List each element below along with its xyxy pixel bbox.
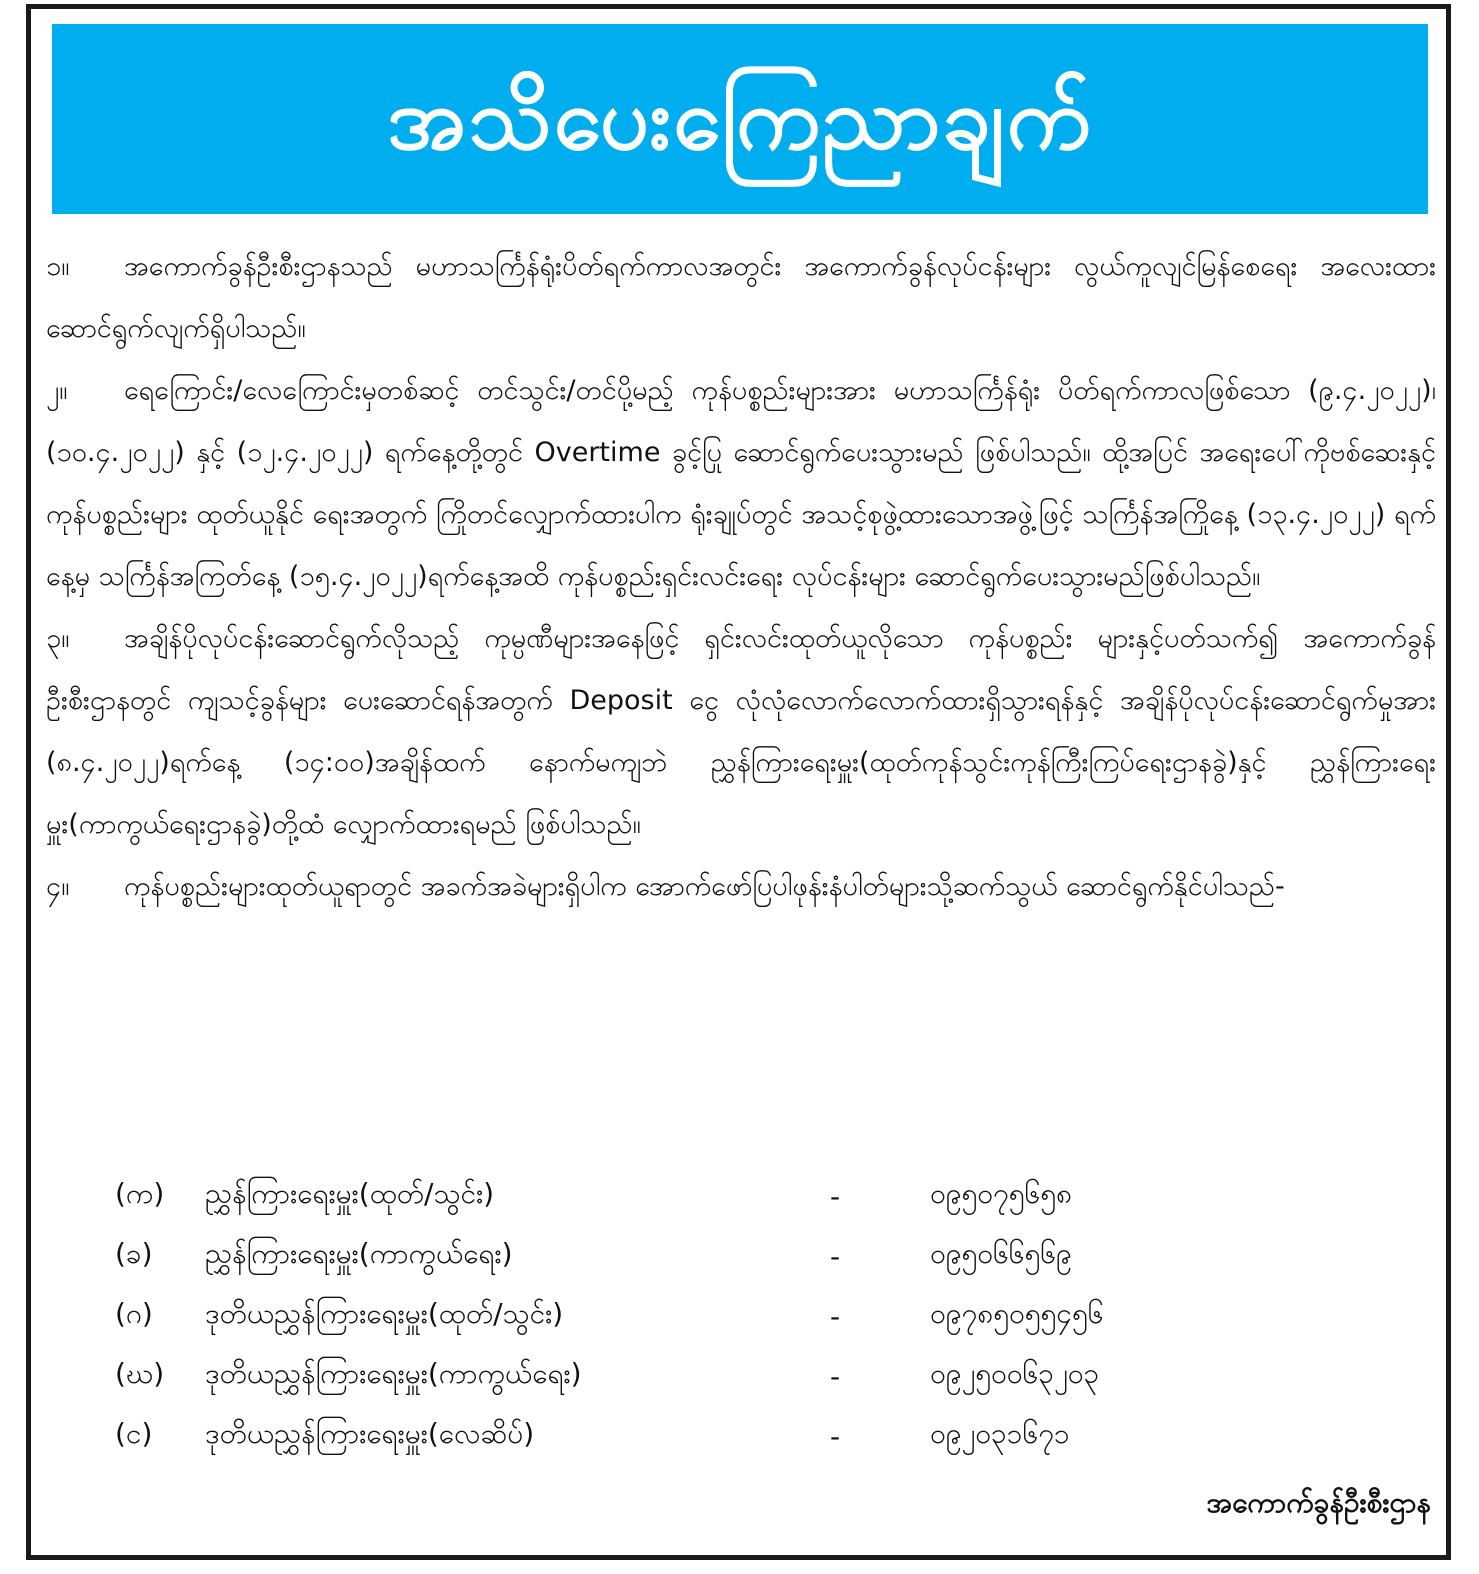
contact-title: ညွှန်ကြားရေးမှူး(ကာကွယ်ရေး): [205, 1237, 513, 1270]
paragraph-text: ကုန်ပစ္စည်းများထုတ်ယူရာတွင် အခက်အခဲများရှိပါက အောက်ဖော်ပြပါဖုန်းနံပါတ်များသို့ဆက်သွယ် ဆောင်ရွက်နိုင်ပါသည်-: [124, 871, 1285, 902]
contact-dash: -: [830, 1359, 841, 1393]
paragraph-3: [46, 608, 1436, 856]
contact-phone: ၀၉၇၈၅၀၅၅၄၅၆: [930, 1297, 1104, 1330]
title-banner: [52, 24, 1428, 214]
paragraph-number: ၁။: [46, 251, 70, 282]
contact-title: ဒုတိယညွှန်ကြားရေးမှူး(လေဆိပ်): [205, 1417, 535, 1450]
contact-phone: ၀၉၅၀၆၆၅၆၉: [930, 1237, 1072, 1270]
contact-label: (င): [115, 1417, 153, 1450]
contact-row: [115, 1406, 1315, 1466]
contact-row: [115, 1286, 1315, 1346]
paragraph-number: ၃။: [46, 623, 70, 654]
notice-title: အသိပေးကြေညာချက်: [387, 69, 1093, 169]
paragraph-text: အချိန်ပိုလုပ်ငန်းဆောင်ရွက်လိုသည့် ကုမ္ပဏီများအနေဖြင့် ရှင်းလင်းထုတ်ယူလိုသော ကုန်ပစ္စည်း များနှင့်ပတ်သက်၍ အကောက်ခွန်ဦးစီးဌာနတွင် ကျသင့်ခွန်များ ပေးဆောင်ရန်အတွက် Deposit ငွေ လုံလုံလောက်လောက်ထားရှိသွားရန်နှင့် အချိန်ပိုလုပ်ငန်းဆောင်ရွက်မှုအား (၈.၄.၂၀၂၂)ရက်နေ့ (၁၄:၀၀)အချိန်ထက် နောက်မကျဘဲ ညွှန်ကြားရေးမှူး(ထုတ်ကုန်သွင်းကုန်ကြီးကြပ်ရေးဌာနခွဲ)နှင့် ညွှန်ကြားရေးမှူး(ကာကွယ်ရေးဌာနခွဲ)တို့ထံ လျှောက်ထားရမည် ဖြစ်ပါသည်။: [46, 623, 1436, 840]
contact-label: (ခ): [115, 1237, 153, 1270]
contact-title: ညွှန်ကြားရေးမှူး(ထုတ်/သွင်း): [205, 1177, 495, 1210]
contact-title: ဒုတိယညွှန်ကြားရေးမှူး(ထုတ်/သွင်း): [205, 1297, 564, 1330]
contact-row: [115, 1346, 1315, 1406]
paragraph-number: ၂။: [46, 375, 68, 406]
paragraph-2: [46, 360, 1436, 608]
notice-body: [46, 236, 1436, 918]
paragraph-number: ၄။: [46, 871, 70, 902]
contact-label: (ဂ): [115, 1297, 153, 1330]
contact-phone: ၀၉၂၅၀၀၆၃၂၀၃: [930, 1357, 1100, 1390]
contact-phone: ၀၉၅၀၇၅၆၅၈: [930, 1177, 1072, 1210]
paragraph-1: [46, 236, 1436, 360]
contact-title: ဒုတိယညွှန်ကြားရေးမှူး(ကာကွယ်ရေး): [205, 1357, 582, 1390]
paragraph-text: ရေကြောင်း/လေကြောင်းမှတစ်ဆင့် တင်သွင်း/တင်ပို့မည့် ကုန်ပစ္စည်းများအား မဟာသင်္ကြန်ရုံး ပိတ်ရက်ကာလဖြစ်သော (၉.၄.၂၀၂၂)၊ (၁၀.၄.၂၀၂၂) နှင့် (၁၂.၄.၂၀၂၂) ရက်နေ့တို့တွင် Overtime ခွင့်ပြု ဆောင်ရွက်ပေးသွားမည် ဖြစ်ပါသည်။ ထို့အပြင် အရေးပေါ်ကိုဗစ်ဆေးနှင့် ကုန်ပစ္စည်းများ ထုတ်ယူနိုင် ရေးအတွက် ကြိုတင်လျှောက်ထားပါက ရုံးချုပ်တွင် အသင့်စုဖွဲ့ထားသောအဖွဲ့ဖြင့် သင်္ကြန်အကြိုနေ့ (၁၃.၄.၂၀၂၂) ရက်နေ့မှ သင်္ကြန်အကြတ်နေ့ (၁၅.၄.၂၀၂၂)ရက်နေ့အထိ ကုန်ပစ္စည်းရှင်းလင်းရေး လုပ်ငန်းများ ဆောင်ရွက်ပေးသွားမည်ဖြစ်ပါသည်။: [46, 375, 1436, 592]
contact-row: [115, 1166, 1315, 1226]
contact-label: (ဃ): [115, 1357, 165, 1390]
contact-row: [115, 1226, 1315, 1286]
contact-label: (က): [115, 1177, 165, 1210]
paragraph-text: အကောက်ခွန်ဦးစီးဌာနသည် မဟာသင်္ကြန်ရုံးပိတ်ရက်ကာလအတွင်း အကောက်ခွန်လုပ်ငန်းများ လွယ်ကူလျင်မြန်စေရေး အလေးထားဆောင်ရွက်လျက်ရှိပါသည်။: [46, 251, 1436, 344]
contact-dash: -: [830, 1299, 841, 1333]
contact-phone: ၀၉၂၀၃၁၆၇၁: [930, 1417, 1070, 1450]
contact-dash: -: [830, 1179, 841, 1213]
contact-dash: -: [830, 1239, 841, 1273]
paragraph-4: [46, 856, 1436, 918]
issuer-signature: အကောက်ခွန်ဦးစီးဌာန: [1206, 1486, 1431, 1519]
contact-list: [115, 1166, 1315, 1466]
contact-dash: -: [830, 1419, 841, 1453]
